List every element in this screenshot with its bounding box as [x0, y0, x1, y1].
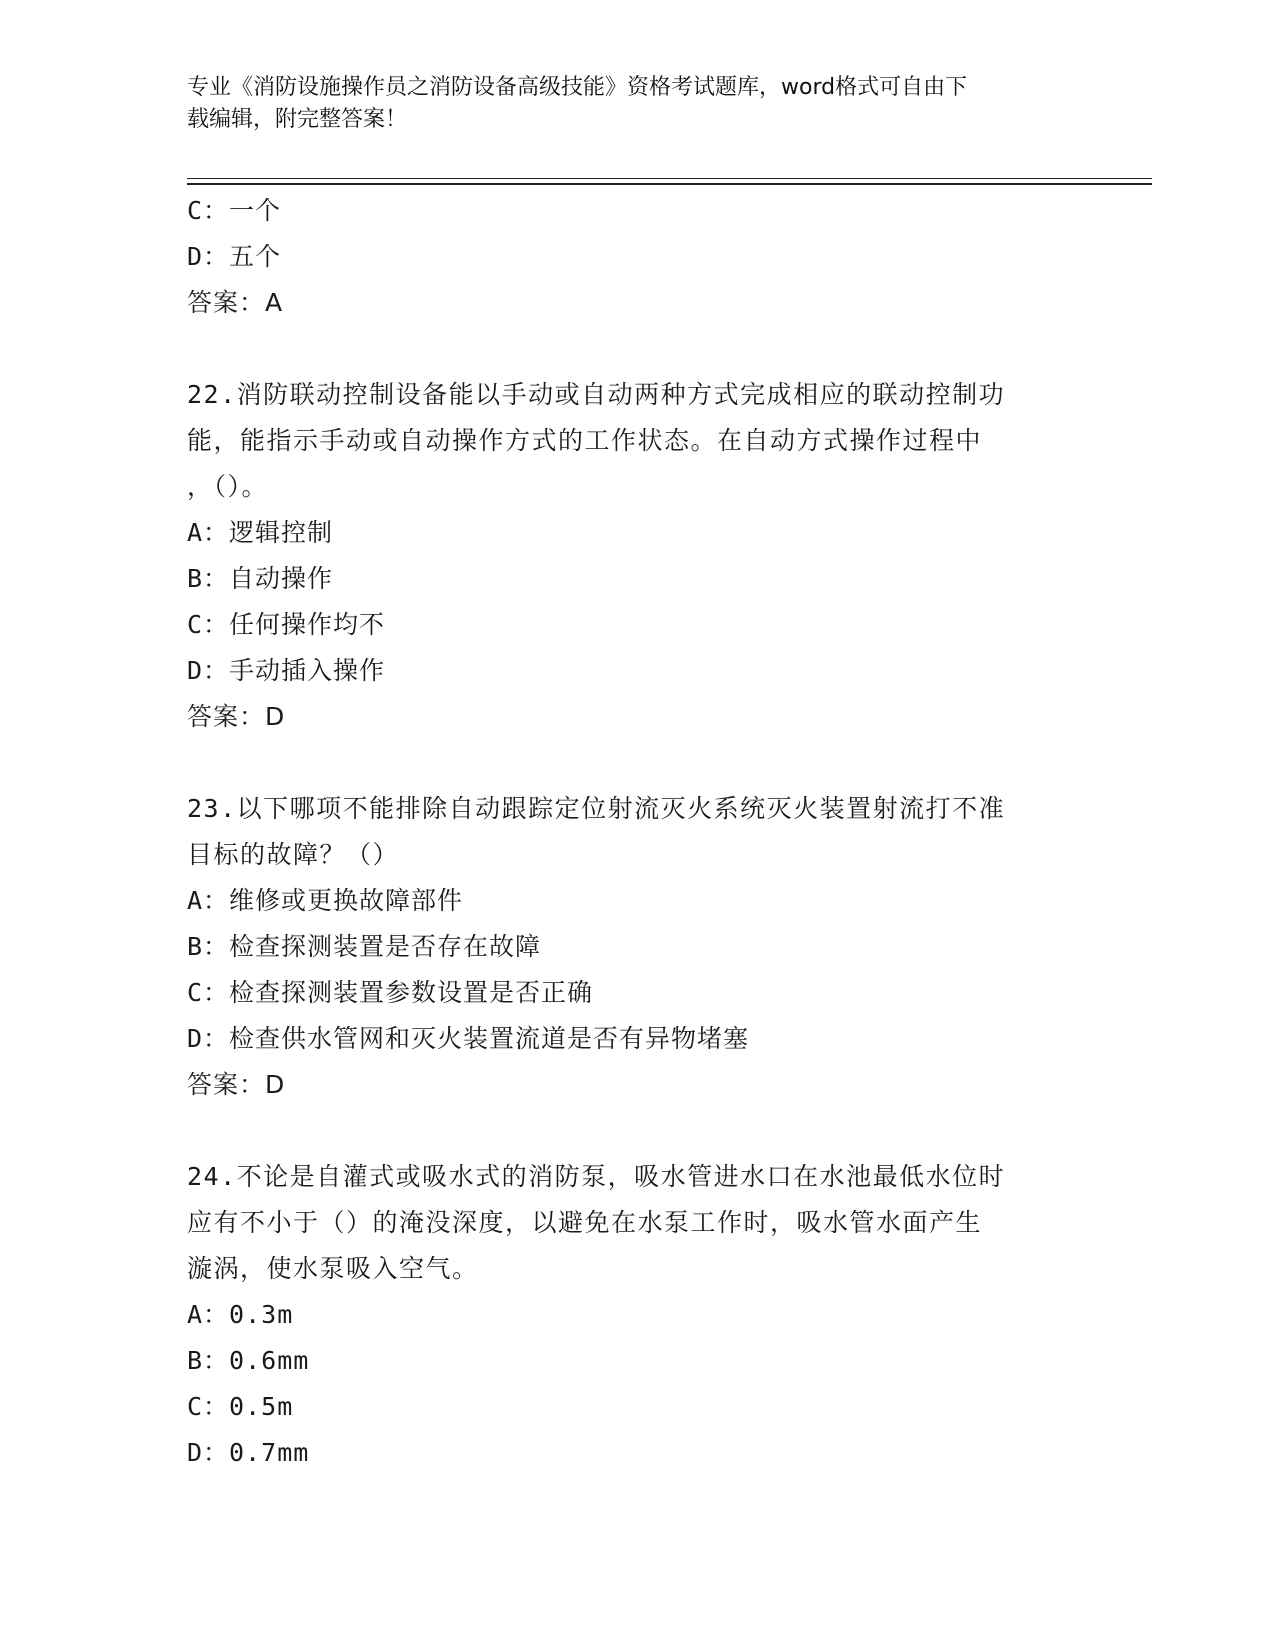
question-24 [187, 1154, 1087, 1476]
question-text-line: 23.以下哪项不能排除自动跟踪定位射流灭火系统灭火装置射流打不准 [187, 794, 1006, 823]
option-c: C：0.5m [187, 1392, 294, 1421]
question-text-line: 目标的故障？（） [187, 840, 400, 869]
option-b: B：自动操作 [187, 564, 334, 593]
option-b: B：检查探测装置是否存在故障 [187, 932, 542, 961]
answer: 答案：A [187, 288, 284, 317]
question-text-line: 应有不小于（）的淹没深度，以避免在水泵工作时，吸水管水面产生 [187, 1208, 983, 1237]
header-line-2: 载编辑，附完整答案！ [187, 107, 408, 132]
answer: 答案：D [187, 702, 286, 731]
spacer [187, 1108, 1087, 1154]
spacer [187, 326, 1087, 372]
question-22 [187, 372, 1087, 740]
answer: 答案：D [187, 1070, 286, 1099]
option-d: D：五个 [187, 242, 282, 271]
question-text-line: 漩涡，使水泵吸入空气。 [187, 1254, 479, 1283]
option-d: D：0.7mm [187, 1438, 310, 1467]
option-d: D：手动插入操作 [187, 656, 386, 685]
header-rule-thick [187, 183, 1152, 185]
option-a: A：维修或更换故障部件 [187, 886, 464, 915]
question-23 [187, 786, 1087, 1108]
option-a: A：0.3m [187, 1300, 294, 1329]
document-header [187, 72, 1067, 136]
header-rule-thin [187, 178, 1152, 179]
option-d: D：检查供水管网和灭火装置流道是否有异物堵塞 [187, 1024, 750, 1053]
header-line-1: 专业《消防设施操作员之消防设备高级技能》资格考试题库，word格式可自由下 [187, 75, 968, 100]
option-c: C：检查探测装置参数设置是否正确 [187, 978, 594, 1007]
option-c: C：一个 [187, 196, 282, 225]
question-text-line: 能，能指示手动或自动操作方式的工作状态。在自动方式操作过程中 [187, 426, 983, 455]
question-text-line: 22.消防联动控制设备能以手动或自动两种方式完成相应的联动控制功 [187, 380, 1006, 409]
question-text-line: 24.不论是自灌式或吸水式的消防泵，吸水管进水口在水池最低水位时 [187, 1162, 1006, 1191]
option-b: B：0.6mm [187, 1346, 310, 1375]
option-a: A：逻辑控制 [187, 518, 334, 547]
option-c: C：任何操作均不 [187, 610, 386, 639]
question-list [187, 188, 1087, 1476]
question-21-tail [187, 188, 1087, 326]
question-text-line: ，（）。 [187, 472, 269, 501]
spacer [187, 740, 1087, 786]
